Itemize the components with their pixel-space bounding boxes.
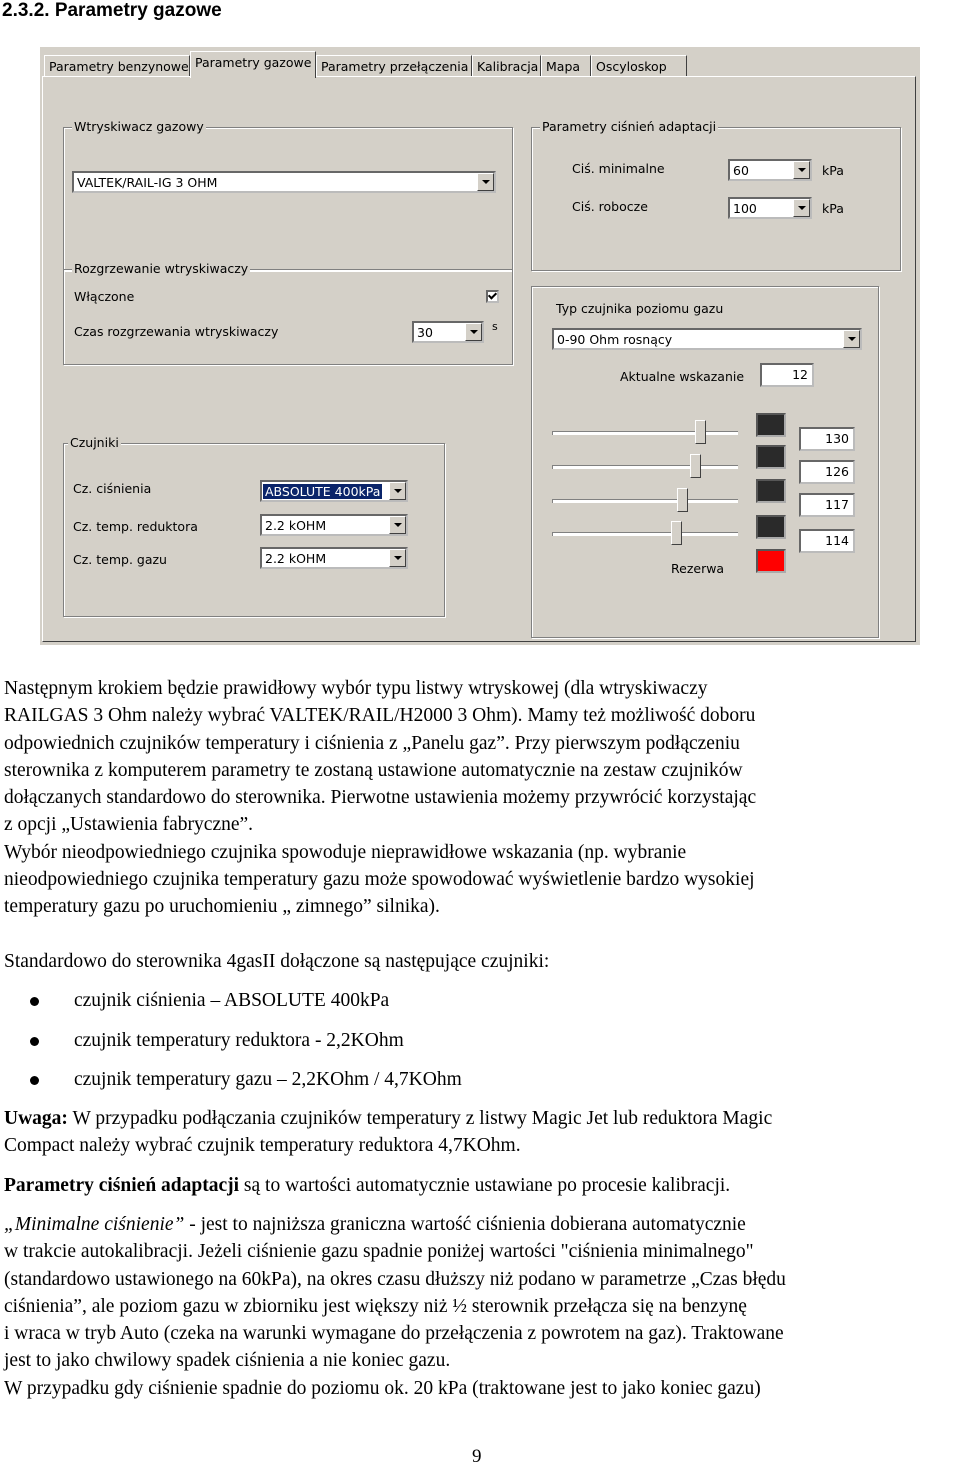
pressure-sensor-select[interactable] [260, 480, 408, 502]
chevron-down-icon[interactable] [793, 161, 810, 179]
level-value-4[interactable]: 114 [799, 529, 855, 553]
reducer-temp-value: 2.2 kOHM [265, 518, 327, 533]
reserve-lamp [756, 549, 786, 573]
text-line: Wybór nieodpowiedniego czujnika spowoduje nieprawidłowe wskazania (np. wybranie [4, 841, 687, 863]
injector-value: VALTEK/RAIL-IG 3 OHM [77, 175, 218, 190]
work-pressure-label: Ciś. robocze [572, 199, 648, 214]
text-line: i wraca w tryb Auto (czeka na warunki wymagane do przełączenia z powrotem na gaz). Traktowane [4, 1323, 784, 1345]
tab-parametry-przelaczenia[interactable]: Parametry przełączenia [316, 55, 472, 76]
level-slider-3[interactable] [677, 488, 688, 512]
group-adaptacja [531, 119, 901, 271]
level-lamp-1 [756, 413, 786, 437]
text-line: Następnym krokiem będzie prawidłowy wybór typu listwy wtryskowej (dla wtryskiwaczy [4, 678, 708, 699]
text-span: są to wartości automatycznie ustawiane po procesie kalibracji. [239, 1175, 731, 1196]
text-line: Standardowo do sterownika 4gasII dołączone są następujące czujniki: [4, 951, 550, 972]
text-line: z opcji „Ustawienia fabryczne”. [4, 814, 254, 836]
text-line: jest to jako chwilowy spadek ciśnienia a nie koniec gazu. [4, 1350, 451, 1372]
level-value-2[interactable]: 126 [799, 460, 855, 484]
current-reading-field: 12 [760, 363, 814, 387]
warmup-time-select[interactable] [412, 321, 484, 343]
pressure-sensor-label: Cz. ciśnienia [73, 481, 152, 496]
bullet-icon [30, 1037, 39, 1046]
level-slider-1[interactable] [695, 420, 706, 444]
text-line: nieodpowiedniego czujnika temperatury gazu może spowodować wyświetlenie bardzo wysokiej [4, 869, 755, 891]
group-legend: Parametry ciśnień adaptacji [542, 119, 717, 134]
tab-panel [42, 76, 916, 642]
list-item-text: czujnik temperatury reduktora - 2,2KOhm [74, 1030, 404, 1051]
group-poziom-gazu [531, 286, 879, 638]
bullet-icon [30, 1076, 39, 1085]
level-slider-track [552, 431, 738, 435]
work-pressure-value: 100 [733, 201, 757, 216]
page-number: 9 [472, 1446, 482, 1467]
level-slider-track [552, 465, 738, 469]
level-slider-4[interactable] [671, 521, 682, 545]
gas-temp-select[interactable] [260, 547, 408, 569]
text-line: ciśnienia”, ale poziom gazu w zbiorniku jest większy niż ½ sterownik przełącza się na benzynę [4, 1295, 747, 1317]
group-czujniki [63, 435, 445, 617]
reducer-temp-select[interactable] [260, 514, 408, 536]
tab-kalibracja[interactable]: Kalibracja [472, 55, 541, 76]
chevron-down-icon[interactable] [389, 516, 406, 534]
group-wtryskiwacz [63, 119, 513, 271]
paragraph-uwaga [4, 1105, 957, 1160]
paragraph-parametry [4, 1172, 957, 1199]
group-legend: Wtryskiwacz gazowy [74, 119, 204, 134]
text-line: Compact należy wybrać czujnik temperatury reduktora 4,7KOhm. [4, 1135, 521, 1157]
level-slider-2[interactable] [690, 454, 701, 478]
warmup-time-label: Czas rozgrzewania wtryskiwaczy [74, 324, 279, 339]
text-line: W przypadku gdy ciśnienie spadnie do poziomu ok. 20 kPa (traktowane jest to jako koniec gazu) [4, 1377, 761, 1399]
level-lamp-3 [756, 479, 786, 503]
group-rozgrzewanie [63, 261, 513, 365]
reserve-label: Rezerwa [671, 561, 725, 576]
chevron-down-icon[interactable] [389, 482, 406, 500]
pressure-sensor-value: ABSOLUTE 400kPa [265, 484, 381, 499]
paragraph-minimalne [4, 1211, 957, 1402]
chevron-down-icon[interactable] [793, 199, 810, 217]
settings-window [40, 47, 920, 645]
text-span: - jest to najniższa graniczna wartość ciśnienia dobierana automatycznie [184, 1214, 746, 1235]
text-line: w trakcie autokalibracji. Jeżeli ciśnienie gazu spadnie poniżej wartości "ciśnienia minimalnego" [4, 1241, 754, 1263]
level-lamp-2 [756, 445, 786, 469]
text-line: temperatury gazu po uruchomieniu „ zimnego” silnika). [4, 896, 440, 918]
level-sensor-value: 0-90 Ohm rosnący [557, 332, 673, 347]
chevron-down-icon[interactable] [389, 549, 406, 567]
enabled-checkbox[interactable] [486, 290, 499, 303]
level-value-1[interactable]: 130 [799, 427, 855, 451]
text-line: odpowiednich czujników temperatury i ciśnienia z „Panelu gaz”. Przy pierwszym podłączeniu [4, 732, 740, 754]
text-line: dołączanych standardowo do sterownika. Pierwotne ustawienia możemy przywrócić korzystając [4, 787, 757, 809]
list-item-text: czujnik temperatury gazu – 2,2KOhm / 4,7KOhm [74, 1069, 462, 1090]
level-lamp-4 [756, 515, 786, 539]
note-label: Uwaga: [4, 1108, 68, 1129]
group-legend: Czujniki [70, 435, 119, 450]
level-sensor-select[interactable] [552, 328, 862, 350]
level-value-3[interactable]: 117 [799, 493, 855, 517]
tab-parametry-gazowe[interactable]: Parametry gazowe [190, 51, 316, 78]
work-pressure-unit: kPa [822, 201, 844, 216]
current-reading-label: Aktualne wskazanie [620, 369, 745, 384]
min-pressure-value: 60 [733, 163, 749, 178]
warmup-time-unit: s [492, 320, 498, 333]
paragraph-intro [4, 675, 957, 921]
chevron-down-icon[interactable] [477, 173, 494, 191]
min-pressure-select[interactable] [728, 159, 812, 181]
enabled-label: Włączone [74, 289, 135, 304]
list-item-text: czujnik ciśnienia – ABSOLUTE 400kPa [74, 990, 390, 1011]
level-slider-track [552, 532, 738, 536]
warmup-time-value: 30 [417, 325, 433, 340]
term-bold: Parametry ciśnień adaptacji [4, 1175, 240, 1196]
group-legend: Typ czujnika poziomu gazu [556, 301, 724, 316]
level-slider-track [552, 499, 738, 503]
chevron-down-icon[interactable] [843, 330, 860, 348]
text-line: sterownika z komputerem parametry te zostaną ustawione automatycznie na zestaw czujników [4, 759, 743, 781]
section-heading: 2.3.2. Parametry gazowe [2, 0, 222, 21]
min-pressure-label: Ciś. minimalne [572, 161, 665, 176]
gas-temp-label: Cz. temp. gazu [73, 552, 167, 567]
term-italic: „Minimalne ciśnienie” [4, 1214, 185, 1235]
tab-parametry-benzynowe[interactable]: Parametry benzynowe [44, 55, 190, 76]
min-pressure-unit: kPa [822, 163, 844, 178]
text-span: W przypadku podłączania czujników temperatury z listwy Magic Jet lub reduktora Magic [67, 1108, 773, 1129]
gas-temp-value: 2.2 kOHM [265, 551, 327, 566]
injector-select[interactable] [72, 171, 496, 193]
chevron-down-icon[interactable] [465, 323, 482, 341]
tab-oscyloskop[interactable]: Oscyloskop [591, 55, 687, 76]
paragraph-standard [4, 948, 957, 975]
tab-mapa[interactable]: Mapa [541, 55, 591, 76]
group-legend: Rozgrzewanie wtryskiwaczy [74, 261, 249, 276]
bullet-icon [30, 997, 39, 1006]
work-pressure-select[interactable] [728, 197, 812, 219]
reducer-temp-label: Cz. temp. reduktora [73, 519, 198, 534]
text-line: RAILGAS 3 Ohm należy wybrać VALTEK/RAIL/H2000 3 Ohm). Mamy też możliwość doboru [4, 705, 756, 727]
text-line: (standardowo ustawionego na 60kPa), na okres czasu dłuższy niż podano w parametrze „Czas błędu [4, 1268, 786, 1290]
